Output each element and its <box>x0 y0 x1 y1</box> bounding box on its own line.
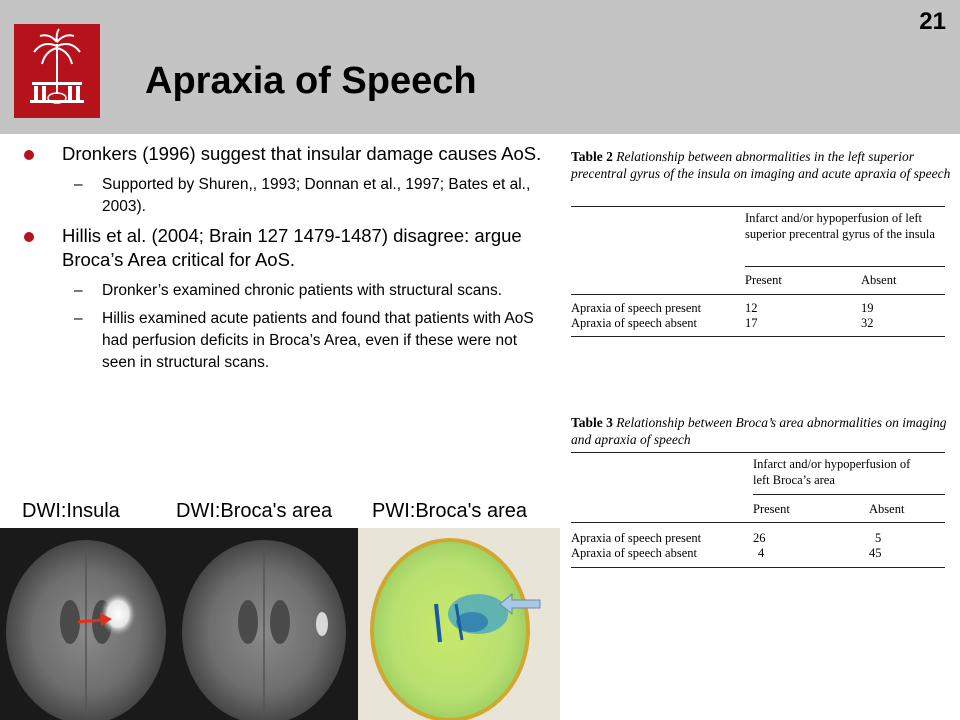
table3-group-header: Infarct and/or hypoperfusion of left Broca’s area <box>753 457 911 487</box>
table3-cell: 26 <box>753 531 766 545</box>
palmetto-seal-icon <box>14 24 100 118</box>
sub-bullet-text: Dronker’s examined chronic patients with structural scans. <box>102 282 503 299</box>
table2-cell: 17 <box>745 316 758 330</box>
insula-lesion <box>100 592 136 636</box>
sub-bullet-item <box>22 280 552 302</box>
bullet-item <box>22 224 552 272</box>
tables-figure <box>565 142 957 582</box>
table2-row-label: Apraxia of speech absent <box>571 316 697 330</box>
sub-bullet-item <box>22 174 552 218</box>
image-label-dwi-broca: DWI:Broca's area <box>176 500 333 522</box>
brain-scans <box>0 492 560 720</box>
image-label-pwi-broca: PWI:Broca's area <box>372 500 527 522</box>
table3-cell: 5 <box>875 531 882 545</box>
page-number: 21 <box>919 8 946 35</box>
table2-group-header: Infarct and/or hypoperfusion of left superior precentral gyrus of the insula <box>745 211 935 241</box>
table3-caption-text: Relationship between Broca’s area abnormalities on imaging and apraxia of speech <box>571 415 947 447</box>
table3-row-label: Apraxia of speech absent <box>571 546 697 560</box>
dash-icon: – <box>74 176 83 193</box>
table3-sub-rule <box>753 494 945 495</box>
table2-label: Table 2 <box>571 149 613 164</box>
university-logo <box>14 24 100 118</box>
brain-scan-figure <box>0 492 560 720</box>
table2-row-label: Apraxia of speech present <box>571 301 702 315</box>
bullet-text: Hillis et al. (2004; Brain 127 1479-1487) disagree: argue Broca’s Area critical for AoS. <box>62 225 522 270</box>
table2-col-present: Present <box>745 273 782 287</box>
slide-header <box>0 0 960 134</box>
image-label-dwi-insula: DWI:Insula <box>22 500 120 522</box>
table2-sub-rule <box>745 266 945 267</box>
table3-top-rule <box>571 452 945 453</box>
table3-cell: 45 <box>869 546 882 560</box>
sub-bullet-item <box>22 308 552 374</box>
broca-spot <box>316 612 328 636</box>
table3-cell: 4 <box>758 546 765 560</box>
table3-row-label: Apraxia of speech present <box>571 531 702 545</box>
dash-icon: – <box>74 282 83 299</box>
table2-caption-text: Relationship between abnormalities in the left superior precentral gyrus of the insula on imaging and acute apraxia of speech <box>571 149 951 181</box>
bullet-text: Dronkers (1996) suggest that insular damage causes AoS. <box>62 143 542 164</box>
table3-bottom-rule <box>571 567 945 568</box>
table3-col-present: Present <box>753 502 790 516</box>
table2-cell: 32 <box>861 316 874 330</box>
bullet-dot-icon <box>24 150 34 160</box>
table2-cell: 19 <box>861 301 874 315</box>
bullet-dot-icon <box>24 232 34 242</box>
table3-header-rule <box>571 522 945 523</box>
sub-bullet-text: Hillis examined acute patients and found that patients with AoS had perfusion deficits in Broca’s Area, even if these were not seen in structural scans. <box>102 310 534 371</box>
dash-icon: – <box>74 310 83 327</box>
sub-bullet-text: Supported by Shuren,, 1993; Donnan et al., 1997; Bates et al., 2003). <box>102 176 531 215</box>
table2-top-rule <box>571 206 945 207</box>
bullet-list <box>22 142 552 380</box>
slide-title: Apraxia of Speech <box>145 60 477 102</box>
table3-label: Table 3 <box>571 415 613 430</box>
table2-cell: 12 <box>745 301 758 315</box>
table2-header-rule <box>571 294 945 295</box>
table2-caption <box>571 148 951 182</box>
table2-bottom-rule <box>571 336 945 337</box>
pwi-broca-brain <box>374 542 526 718</box>
table3-col-absent: Absent <box>869 502 905 516</box>
table2-col-absent: Absent <box>861 273 897 287</box>
table3-caption <box>571 414 951 448</box>
bullet-item <box>22 142 552 166</box>
